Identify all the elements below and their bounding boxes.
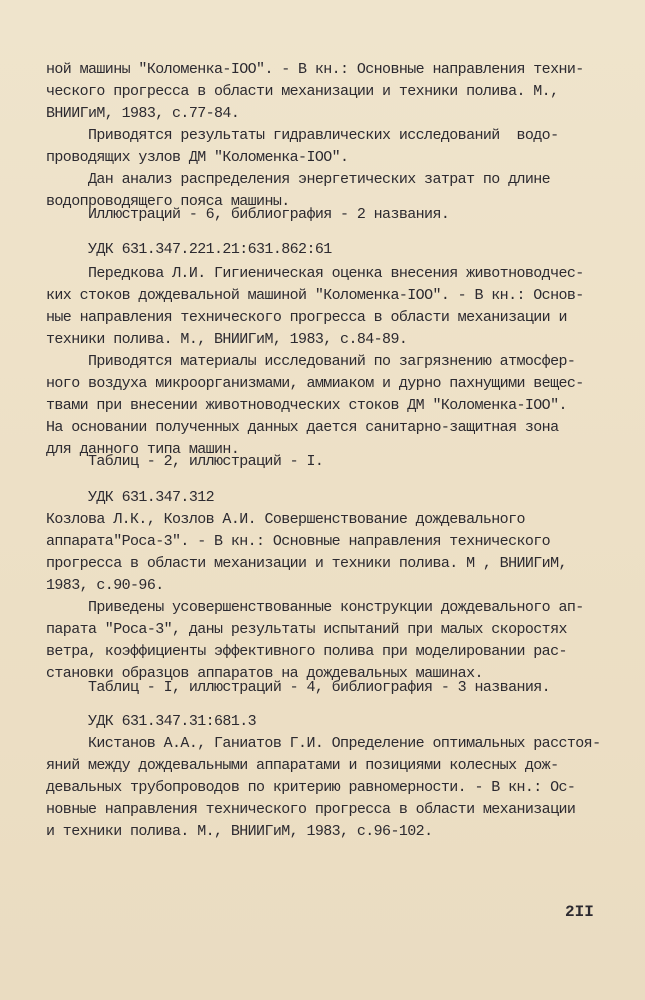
text-line: Дан анализ распределения энергетических затрат по длине xyxy=(88,171,551,188)
page-number: 2II xyxy=(565,903,594,921)
text-line: Козлова Л.К., Козлов А.И. Совершенствование дождевального xyxy=(46,511,525,528)
text-line: прогресса в области механизации и техники полива. М , ВНИИГиМ, xyxy=(46,555,567,572)
text-line: ВНИИГиМ, 1983, с.77-84. xyxy=(46,105,240,122)
text-line: Иллюстраций - 6, библиография - 2 названия. xyxy=(88,206,450,223)
text-line: парата "Роса-3", даны результаты испытаний при малых скоростях xyxy=(46,621,567,638)
text-line: Приводятся результаты гидравлических исследований водо- xyxy=(88,127,559,144)
text-line: Передкова Л.И. Гигиеническая оценка внесения животноводчес- xyxy=(88,265,584,282)
text-line: водопроводящего пояса машины. xyxy=(46,193,290,210)
text-line: твами при внесении животноводческих стоков ДМ "Коломенка-IOO". xyxy=(46,397,567,414)
text-line: проводящих узлов ДМ "Коломенка-IOO". xyxy=(46,149,349,166)
text-line: Кистанов А.А., Ганиатов Г.И. Определение оптимальных расстоя- xyxy=(88,735,601,752)
udk-heading: УДК 631.347.221.21:631.862:61 xyxy=(88,241,332,258)
text-line: новные направления технического прогресса в области механизации xyxy=(46,801,576,818)
text-line: ного воздуха микроорганизмами, аммиаком и дурно пахнущими вещес- xyxy=(46,375,584,392)
text-line: ветра, коэффициенты эффективного полива при моделировании рас- xyxy=(46,643,567,660)
text-line: Приведены усовершенствованные конструкции дождевального ап- xyxy=(88,599,584,616)
text-line: становки образцов аппаратов на дождевальных машинах. xyxy=(46,665,483,682)
text-line: 1983, с.90-96. xyxy=(46,577,164,594)
udk-heading: УДК 631.347.31:681.3 xyxy=(88,713,257,730)
text-line: для данного типа машин. xyxy=(46,441,240,458)
text-line: аппарата"Роса-3". - В кн.: Основные направления технического xyxy=(46,533,551,550)
text-line: техники полива. М., ВНИИГиМ, 1983, с.84-89. xyxy=(46,331,408,348)
text-line: Таблиц - 2, иллюстраций - I. xyxy=(88,453,324,470)
text-line: Таблиц - I, иллюстраций - 4, библиография - 3 названия. xyxy=(88,679,551,696)
text-line: ные направления технического прогресса в области механизации и xyxy=(46,309,567,326)
text-line: ной машины "Коломенка-IOO". - В кн.: Основные направления техни- xyxy=(46,61,584,78)
text-line: ческого прогресса в области механизации и техники полива. М., xyxy=(46,83,559,100)
text-line: На основании полученных данных дается санитарно-защитная зона xyxy=(46,419,559,436)
text-line: яний между дождевальными аппаратами и позициями колесных дож- xyxy=(46,757,559,774)
text-line: девальных трубопроводов по критерию равномерности. - В кн.: Ос- xyxy=(46,779,576,796)
text-line: ких стоков дождевальной машиной "Коломенка-IOO". - В кн.: Основ- xyxy=(46,287,584,304)
text-line: Приводятся материалы исследований по загрязнению атмосфер- xyxy=(88,353,576,370)
udk-heading: УДК 631.347.312 xyxy=(88,489,215,506)
text-line: и техники полива. М., ВНИИГиМ, 1983, с.96-102. xyxy=(46,823,433,840)
